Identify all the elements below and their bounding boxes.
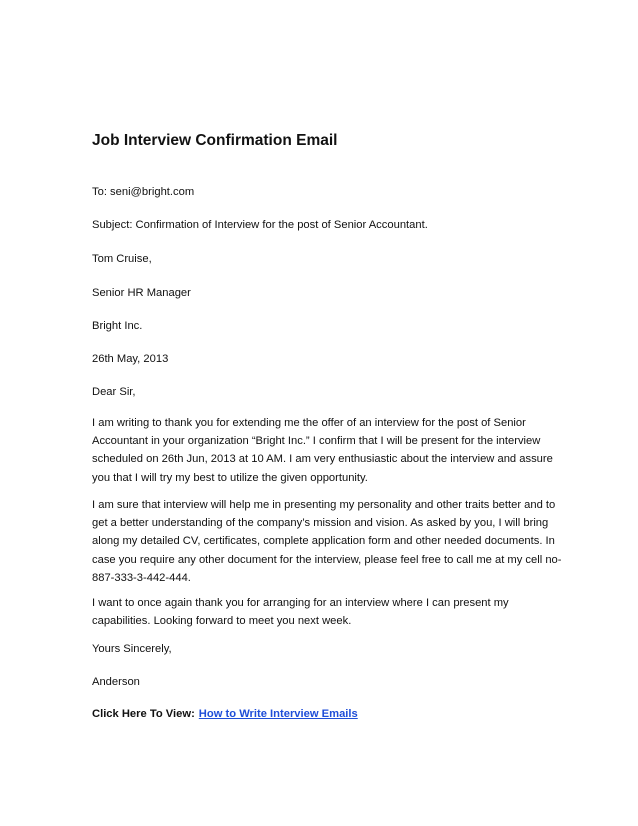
document-page: [92, 0, 562, 826]
recipient-title: Senior HR Manager: [92, 287, 191, 299]
closing: Yours Sincerely,: [92, 643, 172, 655]
document-title: Job Interview Confirmation Email: [92, 132, 338, 149]
cta-line: [92, 708, 358, 720]
cta-label: Click Here To View:: [92, 708, 195, 720]
subject-line: Subject: Confirmation of Interview for the post of Senior Accountant.: [92, 219, 428, 231]
body-paragraph-1: I am writing to thank you for extending me the offer of an interview for the post of Senior Accountant in your organization “Bright Inc.” I confirm that I will be present for the interview scheduled on 26th Jun, 2013 at 10 AM. I am very enthusiastic about the interview and assure you that I will try my best to utilize the given opportunity.: [92, 417, 553, 484]
recipient-name: Tom Cruise,: [92, 253, 152, 265]
body-paragraph-3: I want to once again thank you for arranging for an interview where I can present my capabilities. Looking forward to meet you next week.: [92, 597, 509, 628]
body-paragraph-2: I am sure that interview will help me in presenting my personality and other traits better and to get a better understanding of the company’s mission and vision. As asked by you, I will bring along my detailed CV, certificates, complete application form and other needed documents. In case you require any other document for the interview, please feel free to call me at my cell no- 887-333-3-442-444.: [92, 499, 562, 584]
letter-date: 26th May, 2013: [92, 353, 169, 365]
company-name: Bright Inc.: [92, 320, 143, 332]
signature: Anderson: [92, 676, 140, 688]
interview-emails-link[interactable]: How to Write Interview Emails: [198, 708, 358, 720]
salutation: Dear Sir,: [92, 386, 136, 398]
to-line: To: seni@bright.com: [92, 186, 195, 198]
